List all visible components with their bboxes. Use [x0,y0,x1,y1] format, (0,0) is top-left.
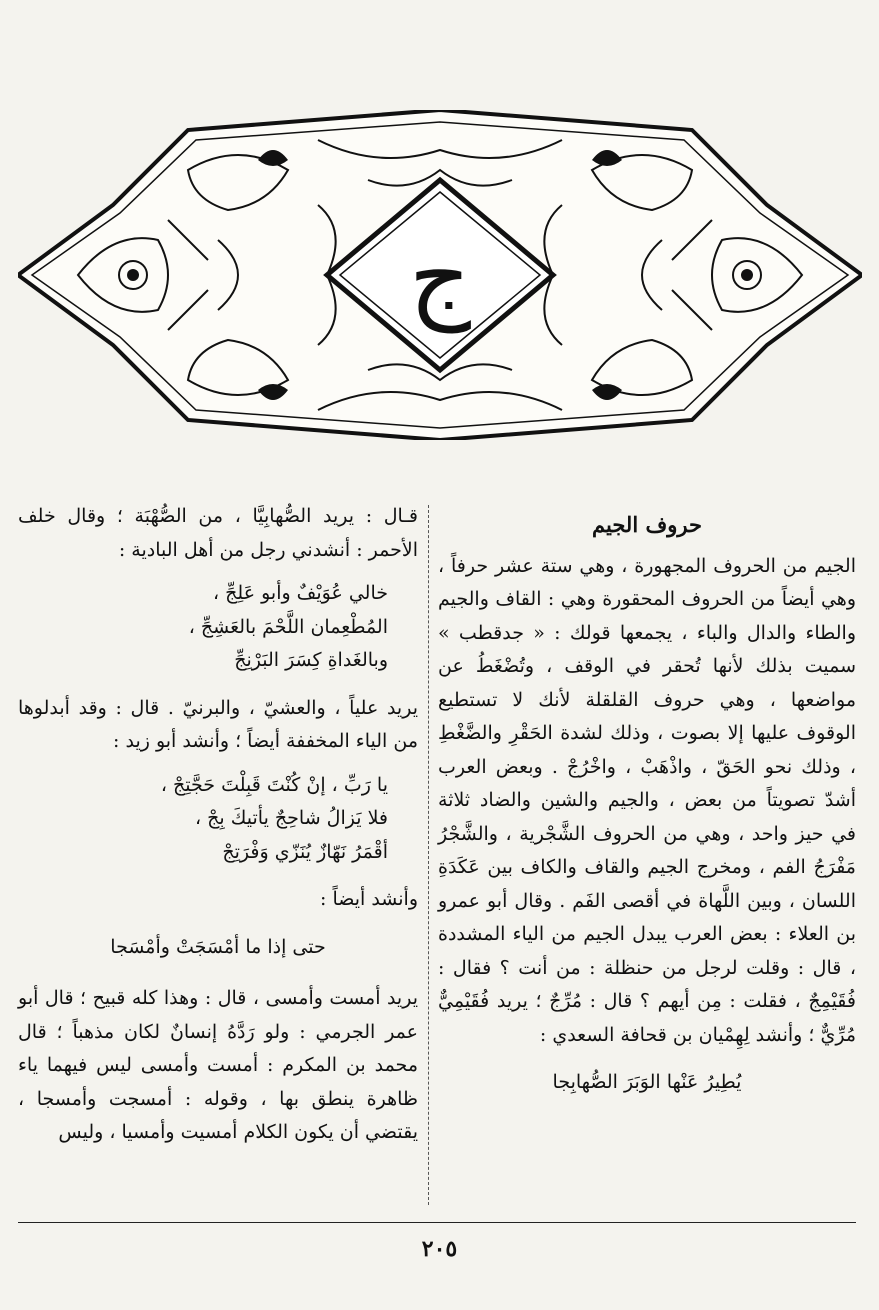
verse-line: حتى إذا ما أمْسَجَتْ وأمْسَجا [110,935,326,958]
page-number: ٢٠٥ [421,1236,458,1262]
paragraph: يريد أمست وأمسى ، قال : وهذا كله قبيح ؛ قال أبو عمر الجرمي : ولو رَدَّهُ إنسانٌ لكان مذهباً ؛ قال محمد بن المكرم : أمست وأمسى ليس فيهما ياء ظاهرة ينطق بها ، وقوله : أمسجت وأمسجا ، يقتضي أن يكون الكلام أمسيت وأمسيا ، وليس [18,987,418,1143]
verse-line: وبالغَداةِ كِسَرَ البَرْنِجِّ [234,649,388,671]
left-column [18,500,418,1150]
verse-block [18,769,418,870]
verse-line: أقْمَرُ نَهّازٌ يُنَزّي وَفْرَتِجْ [222,840,388,863]
paragraph: الجيم من الحروف المجهورة ، وهي ستة عشر حرفاً ، وهي أيضاً من الحروف المحقورة وهي : القاف والجيم والطاء والدال والباء ، يجمعها قولك : « جدقطب » سميت بذلك لأنها تُحقر في الوقف ، وتُضْغَطُ عن مواضعها ، وهي حروف القلقلة لأنك لا تستطيع الوقوف عليها إلا بصوت ، وذلك لشدة الحَقْرِ والضَّغْطِ ، وذلك نحو الحَقّ ، واذْهَبْ ، واخْرُجْ . وبعض العرب أشدّ تصويتاً من بعض ، والجيم والشين والضاد ثلاثة في حيز واحد ، وهي من الحروف الشَّجْرية ، والشَّجْرُ مَفْرَجُ الفم ، ومخرج الجيم والقاف والكاف بين عَكَدَةِ اللسان ، وبين اللَّهاة في أقصى الفَم . وقال أبو عمرو بن العلاء : بعض العرب يبدل الجيم من الياء المشددة ، قال : وقلت لرجل من حنظلة : من أنت ؟ فقال : فُقَيْمِجٌ ، فقلت : مِن أيهم ؟ قال : مُرِّجٌ ؛ يريد فُقَيْمِيٌّ مُرِّيٌّ ؛ وأنشد لِهِمْيان بن قحافة السعدي : [438,554,856,1046]
paragraph: يريد علياً ، والعشيّ ، والبرنيّ . قال : وقد أبدلوها من الياء المخففة أيضاً ؛ وأنشد أبو زيد : [18,696,418,752]
ornamental-header-frame [18,110,862,440]
verse-line: المُطْعِمان اللَّحْمَ بالعَشِجِّ ، [188,615,388,638]
footer-rule [18,1222,856,1223]
column-divider [428,505,429,1205]
paragraph: وأنشد أيضاً : [320,888,418,910]
ornament-letter: ج [409,221,471,333]
section-heading: حروف الجيم [592,512,702,537]
verse-block [18,577,418,678]
verse-line: خالي عُوَيْفٌ وأبو عَلِجِّ ، [212,582,388,604]
verse-line: فلا يَزالُ شاحِجٌ يأتيكَ بِجْ ، [195,807,388,829]
verse-line: يُطِيرُ عَنْها الوَبَرَ الصُّهابِجا [552,1071,742,1093]
right-column [438,500,856,1118]
paragraph: قـال : يريد الصُّهابِيَّا ، من الصُّهْبَة ؛ وقال خلف الأحمر : أنشدني رجل من أهل البادية : [18,505,418,561]
verse-line: يا رَبِّ ، إنْ كُنْتَ قَبِلْتَ حَجَّتِجْ ، [160,773,388,796]
